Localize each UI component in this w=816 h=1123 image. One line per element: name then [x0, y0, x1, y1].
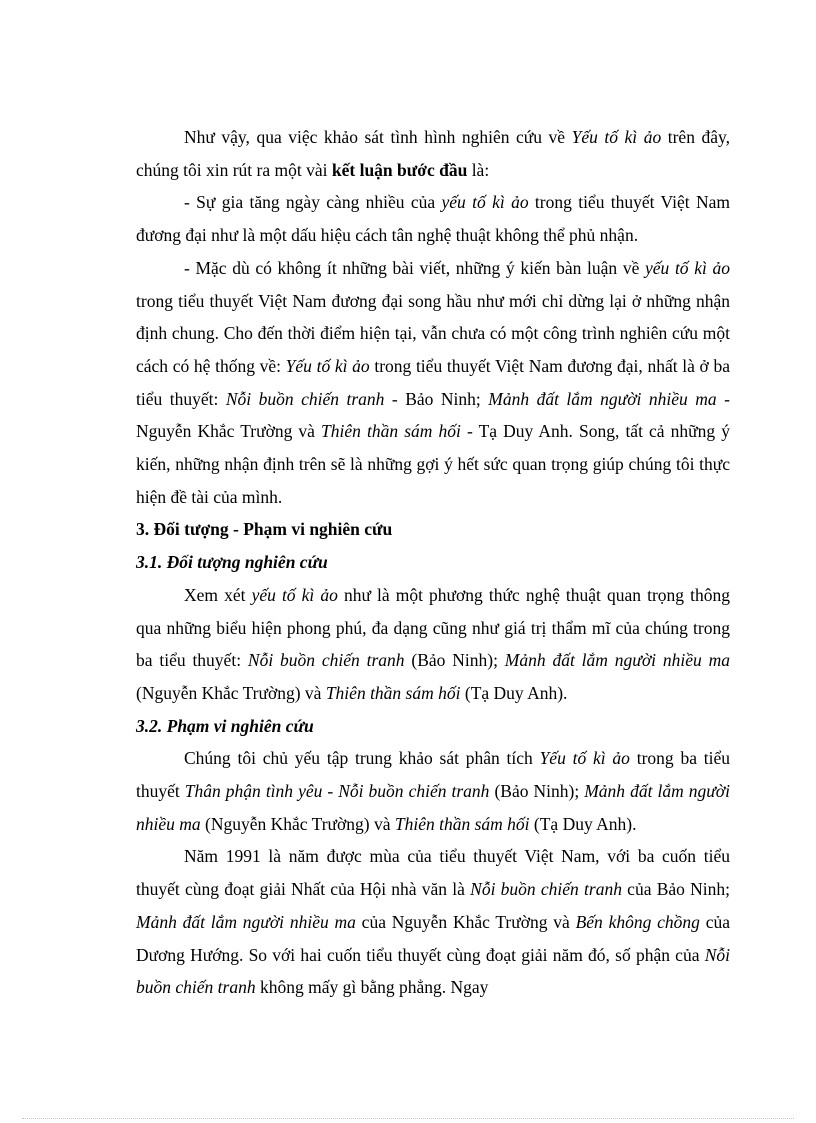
- text-run: của Dương Hướng. So với hai cuốn tiểu thuyết cùng đoạt giải năm đó, số phận của: [136, 911, 730, 965]
- italic-run: Thiên thần sám hối: [394, 813, 530, 834]
- text-run: - Tạ Duy Anh. Song, tất cả những ý kiến, những nhận định trên sẽ là những gợi ý hết sức quan trọng giúp chúng tôi thực hiện đề tài của mình.: [136, 421, 730, 507]
- text-run: trong tiểu thuyết Việt Nam đương đại song hầu như mới chỉ dừng lại ở những nhận định chung. Cho đến thời điểm hiện tại, vẫn chưa có một công trình nghiên cứu một cách có hệ thống về:: [136, 290, 730, 376]
- text-run: - Mặc dù có không ít những bài viết, những ý kiến bàn luận về: [184, 257, 645, 278]
- text-run: Chúng tôi chủ yếu tập trung khảo sát phân tích: [184, 748, 540, 769]
- section-heading-3-2: 3.2. Phạm vi nghiên cứu: [136, 715, 314, 736]
- text-run: - Bảo Ninh;: [384, 388, 489, 409]
- paragraph-research-scope: [136, 742, 730, 840]
- italic-run: Mảnh đất lắm người nhiều ma: [504, 650, 730, 671]
- text-run: (Bảo Ninh);: [489, 781, 585, 802]
- text-run: (Nguyễn Khắc Trường) và: [136, 682, 326, 703]
- section-heading-3-1: 3.1. Đối tượng nghiên cứu: [136, 552, 328, 573]
- italic-run: Nỗi buồn chiến tranh: [136, 944, 730, 998]
- text-run: Năm 1991 là năm được mùa của tiểu thuyết Việt Nam, với ba cuốn tiểu thuyết cùng đoạt giải Nhất của Hội nhà văn là: [136, 846, 730, 900]
- text-run: (Bảo Ninh);: [404, 650, 505, 671]
- text-run: (Nguyễn Khắc Trường) và: [200, 813, 395, 834]
- italic-run: Yếu tố kì ảo: [571, 127, 662, 147]
- text-run: (Tạ Duy Anh).: [529, 813, 637, 834]
- paragraph-bullet-2: [136, 252, 730, 514]
- text-run: của Nguyễn Khắc Trường và: [355, 911, 576, 932]
- text-run: như là một phương thức nghệ thuật quan trọng thông qua những biểu hiện phong phú, đa dạng cũng như giá trị thẩm mĩ của chúng trong ba tiểu thuyết:: [136, 584, 730, 671]
- section-heading-3: 3. Đối tượng - Phạm vi nghiên cứu: [136, 519, 393, 540]
- italic-run: Yếu tố kì ảo: [285, 355, 370, 376]
- italic-run: yếu tố kì ảo: [251, 584, 338, 605]
- text-run: trên đây, chúng tôi xin rút ra một vài: [136, 127, 730, 180]
- paragraph-conclusion-intro: [136, 121, 730, 186]
- italic-run: yếu tố kì ảo: [645, 257, 730, 278]
- text-run: của Bảo Ninh;: [621, 879, 730, 900]
- text-run: trong tiểu thuyết Việt Nam đương đại như là một dấu hiệu cách tân nghệ thuật không thể phủ nhận.: [136, 192, 730, 246]
- italic-run: Bến không chồng: [575, 911, 700, 932]
- text-run: - Nguyễn Khắc Trường và: [136, 388, 730, 442]
- page-bottom-divider: [22, 1118, 794, 1119]
- italic-run: Mảnh đất lắm người nhiều ma: [136, 781, 730, 834]
- text-run: là:: [467, 159, 490, 180]
- italic-run: yếu tố kì ảo: [441, 192, 529, 213]
- text-run: Như vậy, qua việc khảo sát tình hình nghiên cứu về: [184, 127, 572, 147]
- document-body: [136, 121, 730, 1004]
- italic-run: Mảnh đất lắm người nhiều ma: [136, 911, 356, 932]
- italic-run: Thiên thần sám hối: [321, 421, 461, 442]
- text-run: trong tiểu thuyết Việt Nam đương đại, nhất là ở ba tiểu thuyết:: [136, 355, 730, 409]
- italic-run: Nỗi buồn chiến tranh: [470, 879, 622, 900]
- paragraph-year-1991: [136, 840, 730, 1004]
- italic-run: Nỗi buồn chiến tranh: [225, 388, 385, 409]
- paragraph-bullet-1: [136, 186, 730, 251]
- paragraph-research-object: [136, 579, 730, 710]
- italic-run: Nỗi buồn chiến tranh: [247, 650, 405, 671]
- italic-run: Mảnh đất lắm người nhiều ma: [488, 388, 717, 409]
- text-run: Xem xét: [184, 584, 252, 605]
- bold-run: kết luận bước đầu: [331, 159, 468, 180]
- italic-run: Yếu tố kì ảo: [539, 748, 630, 769]
- italic-run: Thiên thần sám hối: [325, 682, 461, 703]
- text-run: trong ba tiểu thuyết: [136, 748, 730, 802]
- text-run: (Tạ Duy Anh).: [460, 682, 568, 703]
- text-run: - Sự gia tăng ngày càng nhiều của: [184, 192, 442, 213]
- text-run: không mấy gì bằng phẳng. Ngay: [255, 977, 489, 998]
- italic-run: Thân phận tình yêu - Nỗi buồn chiến tranh: [184, 781, 490, 802]
